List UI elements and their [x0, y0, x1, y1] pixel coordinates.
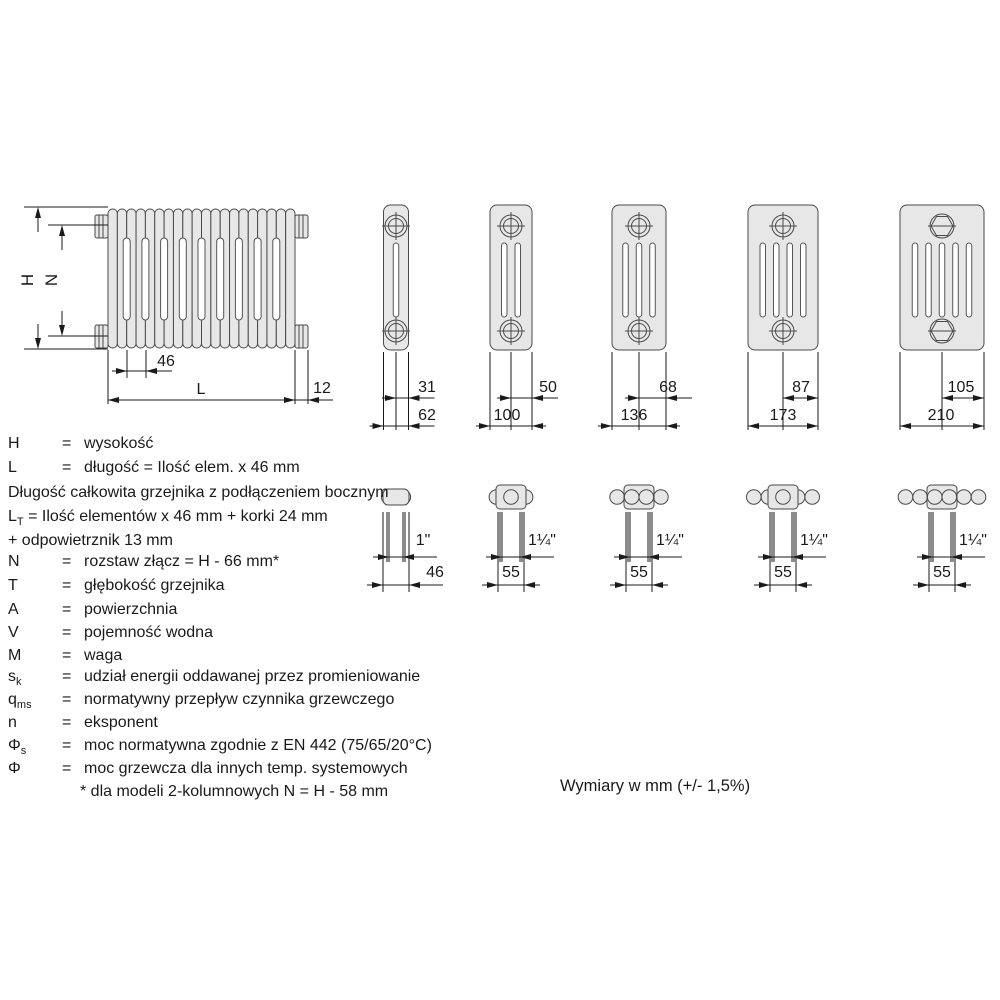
legend-text: waga: [84, 647, 123, 664]
height-label: H: [18, 273, 37, 287]
dim-label: 1": [415, 532, 431, 549]
dim-label: 136: [620, 407, 648, 424]
legend-text: rozstaw złącz = H - 66 mm*: [84, 553, 280, 570]
dim-label: L: [196, 381, 206, 398]
legend-equals: =: [62, 737, 72, 754]
units-note: Wymiary w mm (+/- 1,5%): [560, 777, 751, 795]
legend-symbol: T: [8, 577, 18, 594]
legend-text: Długość całkowita grzejnika z podłączeniem bocznym: [8, 484, 389, 501]
dim-label: 46: [157, 353, 175, 370]
cross-section-5col: [748, 205, 818, 350]
legend-symbol: M: [8, 647, 22, 664]
dim-label: 87: [792, 379, 810, 396]
legend-symbol: $s_k$: [8, 668, 22, 689]
legend-symbol: V: [8, 624, 19, 641]
legend-symbol: H: [8, 435, 20, 452]
legend-equals: =: [62, 714, 72, 731]
legend-text: $L_T$ = Ilość elementów x 46 mm + korki 24 mm: [8, 508, 328, 529]
legend-equals: =: [62, 553, 72, 570]
legend-symbol: Φ: [8, 760, 21, 777]
legend-equals: =: [62, 760, 72, 777]
dim-label: 105: [947, 379, 975, 396]
dim-label: 210: [927, 407, 955, 424]
legend-text: udział energii oddawanej przez promieniowanie: [84, 668, 421, 685]
legend-text: moc grzewcza dla innych temp. systemowych: [84, 760, 408, 777]
legend-text: moc normatywna zgodnie z EN 442 (75/65/20°C): [84, 737, 432, 754]
legend-symbol: $q_{ms}$: [8, 691, 32, 712]
legend-equals: =: [62, 624, 72, 641]
legend-symbol: n: [8, 714, 17, 731]
dim-label: 1¼": [959, 532, 987, 549]
dim-label: 1¼": [800, 532, 828, 549]
legend-equals: =: [62, 435, 72, 452]
legend-text: powierzchnia: [84, 601, 178, 618]
top-view-5col: [747, 485, 820, 509]
legend-text: normatywny przepływ czynnika grzewczego: [84, 691, 395, 708]
legend-text: pojemność wodna: [84, 624, 213, 641]
dim-label: 55: [774, 564, 792, 581]
top-view-4col: [610, 485, 668, 509]
legend-symbol: $\Phi_s$: [8, 737, 27, 758]
dim-label: 62: [418, 407, 436, 424]
legend-text: długość = Ilość elem. x 46 mm: [84, 459, 300, 476]
legend-symbol: N: [8, 553, 20, 570]
legend-symbol: A: [8, 601, 19, 618]
dim-label: 55: [933, 564, 951, 581]
legend-equals: =: [62, 577, 72, 594]
top-view-6col: [898, 485, 986, 509]
connection-pitch-label: N: [42, 273, 61, 287]
dim-label: 12: [313, 380, 331, 397]
dim-label: 55: [630, 564, 648, 581]
cross-section-4col: [612, 205, 666, 350]
legend-text: + odpowietrznik 13 mm: [8, 532, 173, 549]
legend-text: eksponent: [84, 714, 158, 731]
legend-equals: =: [62, 459, 72, 476]
cross-section-6col: [900, 205, 984, 350]
legend-equals: =: [62, 601, 72, 618]
dim-label: 1¼": [528, 532, 556, 549]
dim-label: 31: [418, 379, 436, 396]
legend-text: głębokość grzejnika: [84, 577, 225, 594]
dim-label: 68: [659, 379, 677, 396]
dim-label: 50: [539, 379, 557, 396]
legend-text: wysokość: [84, 435, 154, 452]
dim-label: 46: [426, 564, 444, 581]
dim-label: 100: [493, 407, 521, 424]
legend-symbol: L: [8, 459, 17, 476]
dim-label: 1¼": [656, 532, 684, 549]
dim-label: 173: [769, 407, 797, 424]
legend-footnote: * dla modeli 2-kolumnowych N = H - 58 mm: [80, 783, 389, 800]
legend-equals: =: [62, 668, 72, 685]
legend-equals: =: [62, 691, 72, 708]
legend-equals: =: [62, 647, 72, 664]
dim-label: 55: [502, 564, 520, 581]
